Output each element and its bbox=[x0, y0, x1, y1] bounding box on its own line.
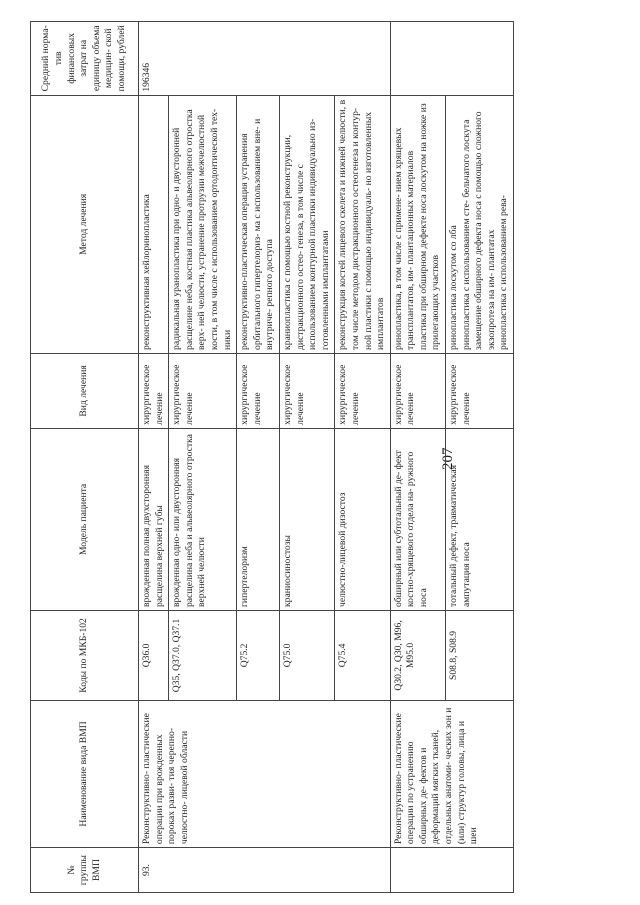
header-patient-model: Модель пациента bbox=[31, 428, 139, 610]
icd-codes: S08.8, S08.9 bbox=[446, 611, 514, 701]
method-line: пластика при обширном дефекте носа лоскутом на ножке из прилегающих участков bbox=[417, 103, 442, 350]
header-treatment-kind: Вид лечения bbox=[31, 353, 139, 428]
method-line: ринопластика лоскутом со лба bbox=[448, 225, 460, 350]
treatment-kind: хирургическое лечение bbox=[390, 353, 445, 428]
header-average-cost: Средний норма- тив финансовых затрат на единицу объема медицин- ской помощи, рублей bbox=[31, 22, 139, 96]
treatment-method: краниопластика с помощью костной реконструкции, дистракционного остео- генеза, в том числе с использованием контурной пластики индивидуально из- готовленными имплантатами bbox=[279, 95, 334, 353]
vmp-name: Реконструктивно- пластические операции при врожденных пороках разви- тия черепно-челюстно- лицевой области bbox=[139, 700, 391, 847]
treatment-method bbox=[446, 95, 514, 353]
group-number: 93. bbox=[139, 848, 391, 893]
treatment-kind: хирургическое лечение bbox=[279, 353, 334, 428]
average-cost: 196346 bbox=[139, 22, 391, 96]
treatment-method: реконструктивная хейлоринопластика bbox=[139, 95, 169, 353]
icd-codes: Q30.2, Q30, M96, M95.0 bbox=[390, 611, 445, 701]
icd-codes: Q75.0 bbox=[279, 611, 334, 701]
patient-model: гипертелоризм bbox=[237, 428, 280, 610]
patient-model: челюстно-лицевой дизостоз bbox=[335, 428, 390, 610]
patient-model: врожденная одно- или двусторонняя расщелина неба и альвеолярного отростка верхней челюсти bbox=[169, 428, 237, 610]
treatment-kind: хирургическое лечение bbox=[335, 353, 390, 428]
table-header-row bbox=[31, 22, 139, 893]
method-line: ринопластика, в том числе с примене- нием хрящевых трансплантатов, им- плантационных материалов bbox=[392, 127, 417, 350]
header-treatment-method: Метод лечения bbox=[31, 95, 139, 353]
vmp-name: Реконструктивно- пластические операции по устранению обширных де- фектов и деформаций мягких тканей, отдельных анатоми- ческих зон и (или) структур головы, лица и шеи bbox=[390, 700, 513, 847]
header-group-number: № группы ВМП bbox=[31, 848, 139, 893]
patient-model: обширный или субтотальный де- фект костно-хрящевого отдела на- ружного носа bbox=[390, 428, 445, 610]
icd-codes: Q75.2 bbox=[237, 611, 280, 701]
treatment-method bbox=[390, 95, 445, 353]
header-icd-codes: Коды по МКБ-102 bbox=[31, 611, 139, 701]
treatment-kind: хирургическое лечение bbox=[237, 353, 280, 428]
method-line: замещение обширного дефекта носа с помощью сложного экзопротеза на им- плантатах bbox=[473, 111, 497, 350]
header-vmp-name: Наименование вида ВМП bbox=[31, 700, 139, 847]
page-number: 207 bbox=[440, 447, 456, 470]
patient-model: врожденная полная двухсторонняя расщелина верхней губы bbox=[139, 428, 169, 610]
treatment-kind: хирургическое лечение bbox=[169, 353, 237, 428]
icd-codes: Q35, Q37.0, Q37.1 bbox=[169, 611, 237, 701]
table-row bbox=[390, 22, 445, 893]
vmp-table bbox=[30, 21, 514, 893]
icd-codes: Q36.0 bbox=[139, 611, 169, 701]
method-line: ринопластика с использованием сте- бельчатого лоскута bbox=[460, 119, 472, 350]
average-cost bbox=[390, 22, 513, 96]
treatment-method: радикальная уранопластика при одно- и двусторонней расщелине неба, костная пластика альвеолярного отростка верх- ней челюсти, устранение протрузии межчелюстной кости, в том числе с использованием ортодонтической тех- ники bbox=[169, 95, 237, 353]
method-line: ринопластика с использованием рева- bbox=[498, 195, 510, 350]
group-number bbox=[390, 848, 513, 893]
patient-model: тотальный дефект, травматическая ампутация носа bbox=[446, 428, 514, 610]
treatment-kind: хирургическое лечение bbox=[139, 353, 169, 428]
table-row bbox=[139, 22, 169, 893]
icd-codes: Q75.4 bbox=[335, 611, 390, 701]
treatment-kind: хирургическое лечение bbox=[446, 353, 514, 428]
treatment-method: реконструкция костей лицевого скелета и нижней челюсти, в том числе методом дистракционного остеогенеза и контур- ной пластики с помощью индивидуаль- но изготовленных имплантатов bbox=[335, 95, 390, 353]
patient-model: краниосиностозы bbox=[279, 428, 334, 610]
treatment-method: реконструктивно-пластическая операция устранения орбитального гипертелориз- ма с использованием вне- и внутриче- репного доступа bbox=[237, 95, 280, 353]
